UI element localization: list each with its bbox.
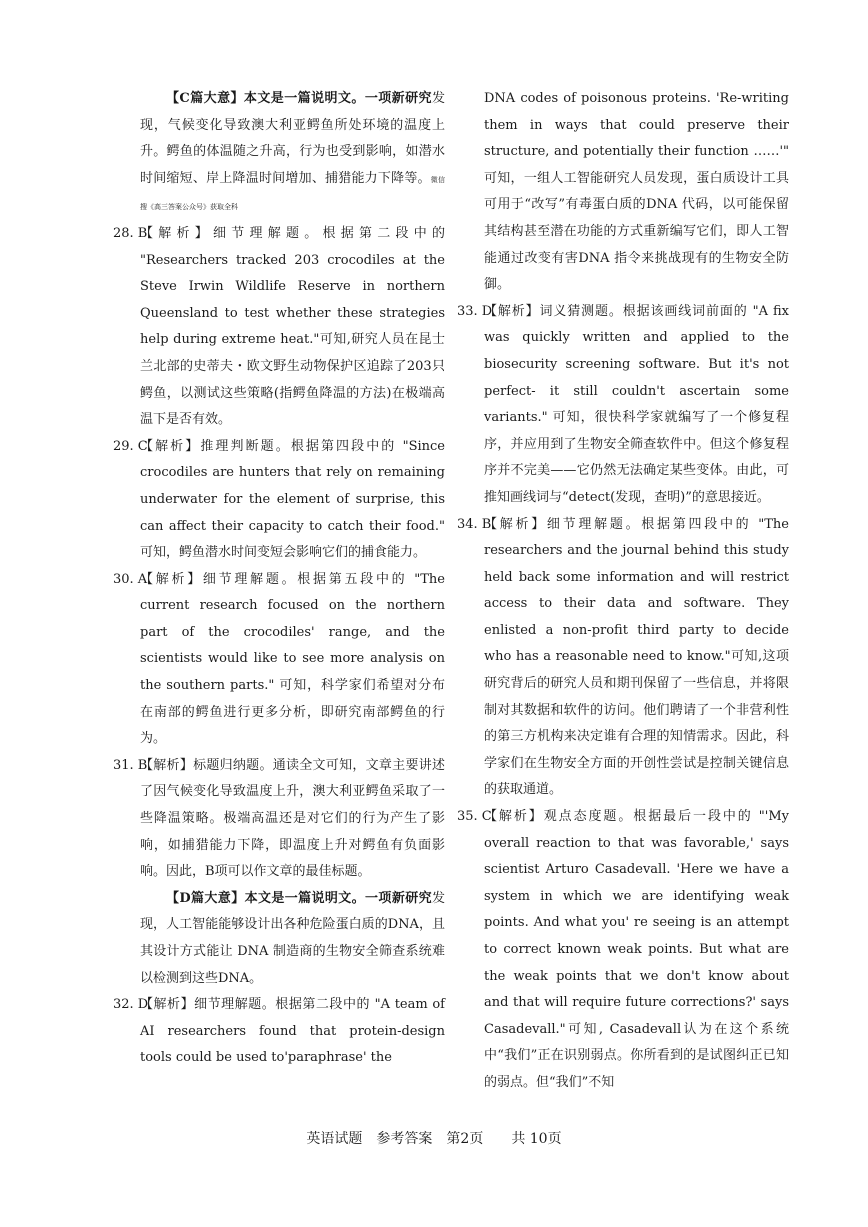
answer-31-number: 31. B [113, 757, 148, 773]
answer-33-number: 33. D [457, 303, 493, 319]
answer-30-text: 【解析】细节理解题。根据第五段中的 "The current research focused on the northern part of the crocodiles' range, and the scientists would like to see more analysis on the southern parts." 可知，科学家们希望对分布在南部的鳄鱼进行更多分析，即研究南部鳄鱼的行为。 [140, 571, 445, 747]
answer-28-text: 【解析】细节理解题。根据第二段中的 "Researchers tracked 203 crocodiles at the Steve Irwin Wildlife Reserve in northern Queensland to test whether these strategies help during extreme heat."可知,研究人员在昆士兰北部的史蒂夫・欧文野生动物保护区追踪了203只鳄鱼，以测试这些策略(指鳄鱼降温的方法)在极端高温下是否有效。 [140, 225, 445, 428]
answer-28-number: 28. B [113, 225, 148, 241]
answer-31 [113, 753, 445, 886]
d-summary-head: 【D篇大意】本文是一篇说明文。 [166, 890, 366, 906]
answer-32-continued: DNA codes of poisonous proteins. 'Re-writing them in ways that could preserve their structure, and potentially their function ……'" 可知，一组人工智能研究人员发现，蛋白质设计工具可用于“改写”有毒蛋白质的DNA 代码，以可能保留其结构甚至潜在功能的方式重新编写它们，即人工智能通过改变有害DNA 指令来挑战现有的生物安全防御。 [484, 91, 789, 293]
d-summary [140, 886, 445, 992]
answer-35 [457, 804, 789, 1097]
answer-30 [113, 567, 445, 753]
c-summary [140, 86, 445, 221]
watermark-text: 微信搜《高三答案公众号》获取全科 [140, 175, 445, 212]
c-summary-head: 【C篇大意】本文是一篇说明文。 [166, 91, 365, 106]
answer-29 [113, 434, 445, 567]
answer-34-number: 34. B [457, 516, 492, 532]
answer-35-number: 35. C [457, 809, 492, 825]
answer-34 [457, 512, 789, 805]
answer-30-number: 30. A [113, 571, 148, 587]
answer-32 [113, 992, 445, 1072]
right-column [457, 86, 789, 1097]
c-summary-head2: 一项新研究 [364, 91, 432, 106]
answer-33-text: 【解析】词义猜测题。根据该画线词前面的 "A fix was quickly written and applied to the biosecurity screening software. But it's not perfect- it still couldn't ascertain some variants." 可知，很快科学家就编写了一个修复程序，并应用到了生物安全筛查软件中。但这个修复程序并不完美——它仍然无法确定某些变体。由此，可推知画线词与“detect(发现，查明)”的意思接近。 [484, 303, 789, 505]
c-summary-body: 发现，气候变化导致澳大利亚鳄鱼所处环境的温度上升。鳄鱼的体温随之升高，行为也受到影响，如潜水时间缩短、岸上降温时间增加、捕猎能力下降等。 [140, 91, 445, 186]
answer-31-text: 【解析】标题归纳题。通读全文可知，文章主要讲述了因气候变化导致温度上升，澳大利亚鳄鱼采取了一些降温策略。极端高温还是对它们的行为产生了影响，如捕猎能力下降，即温度上升对鳄鱼有负面影响。因此，B项可以作文章的最佳标题。 [140, 757, 445, 880]
answer-32-text: 【解析】细节理解题。根据第二段中的 "A team of AI researchers found that protein-design tools could be used to'paraphrase' the [140, 997, 445, 1066]
page-footer: 英语试题 参考答案 第2页 共 10页 [306, 1131, 562, 1147]
d-summary-body: 发现，人工智能能够设计出各种危险蛋白质的DNA，且其设计方式能让 DNA 制造商的生物安全筛查系统难以检测到这些DNA。 [140, 890, 445, 986]
left-column [113, 86, 445, 1072]
answer-29-text: 【解析】推理判断题。根据第四段中的 "Since crocodiles are hunters that rely on remaining underwater for the element of surprise, this can affect their capacity to catch their food." 可知，鳄鱼潜水时间变短会影响它们的捕食能力。 [140, 438, 445, 561]
answer-34-text: 【解析】细节理解题。根据第四段中的 "The researchers and the journal behind this study held back some information and will restrict access to their data and software. They enlisted a non-profit third party to decide who has a reasonable need to know."可知,这项研究背后的研究人员和期刊保留了一些信息，并将限制对其数据和软件的访问。他们聘请了一个非营利性的第三方机构来决定谁有合理的知情需求。因此，科学家们在生物安全方面的开创性尝试是控制关键信息的获取通道。 [484, 516, 789, 798]
answer-35-text: 【解析】观点态度题。根据最后一段中的 "'My overall reaction to that was favorable,' says scientist Arturo Casadevall. 'Here we have a system in which we are identifying weak points. And what you' re seeing is an attempt to correct known weak points. But what are the weak points that we don't know about and that will require future corrections?' says Casadevall."可知, Casadevall认为在这个系统中“我们”正在识别弱点。你所看到的是试图纠正已知的弱点。但“我们”不知 [484, 809, 789, 1090]
d-summary-head2: 一项新研究 [365, 890, 432, 906]
answer-28 [113, 221, 445, 434]
answer-29-number: 29. C [113, 438, 148, 454]
answer-32-number: 32. D [113, 997, 149, 1013]
answer-33 [457, 299, 789, 512]
